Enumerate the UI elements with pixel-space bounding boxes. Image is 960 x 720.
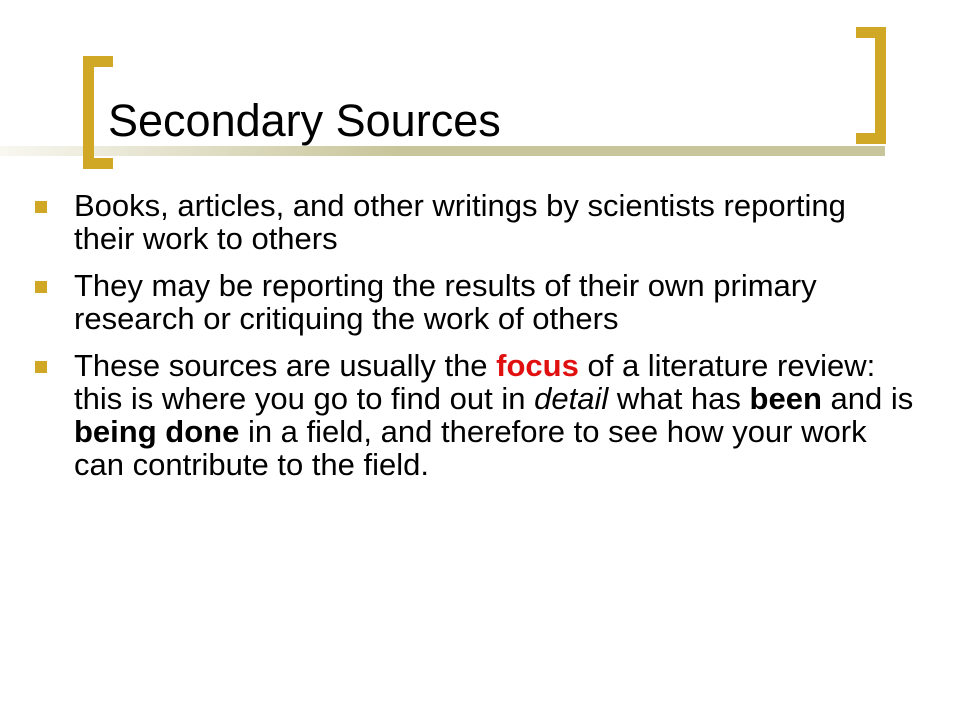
bullet-item xyxy=(34,189,914,255)
bullet-text-segment: what has xyxy=(608,381,750,416)
square-bullet-icon xyxy=(35,361,47,373)
right-bracket-bottom xyxy=(856,133,886,144)
bullet-text-segment: and is xyxy=(821,381,914,416)
left-bracket-bar xyxy=(83,56,94,169)
slide-title: Secondary Sources xyxy=(108,95,501,146)
bullet-text-segment: of a literature review: this is where you go to find out in xyxy=(74,348,876,416)
bullet-text-segment: in a field, and therefore to see how your work can contribute to the field. xyxy=(74,414,867,482)
bullet-text: Books, articles, and other writings by scientists reporting their work to others xyxy=(74,188,846,256)
bullet-item xyxy=(34,349,914,481)
square-bullet-icon xyxy=(35,281,47,293)
square-bullet-icon xyxy=(35,201,47,213)
left-bracket-top xyxy=(83,56,113,67)
bullet-list xyxy=(34,189,914,495)
title-rule xyxy=(0,146,885,156)
left-bracket-bottom xyxy=(83,158,113,169)
emphasis-been: been xyxy=(749,381,822,416)
emphasis-detail: detail xyxy=(534,381,609,416)
emphasis-being-done: being done xyxy=(74,414,240,449)
highlight-focus: focus xyxy=(496,348,579,383)
right-bracket-bar xyxy=(875,27,886,144)
right-bracket-top xyxy=(856,27,886,38)
bullet-text: They may be reporting the results of their own primary research or critiquing the work of others xyxy=(74,268,817,336)
bullet-item xyxy=(34,269,914,335)
bullet-text-segment: These sources are usually the xyxy=(74,348,497,383)
